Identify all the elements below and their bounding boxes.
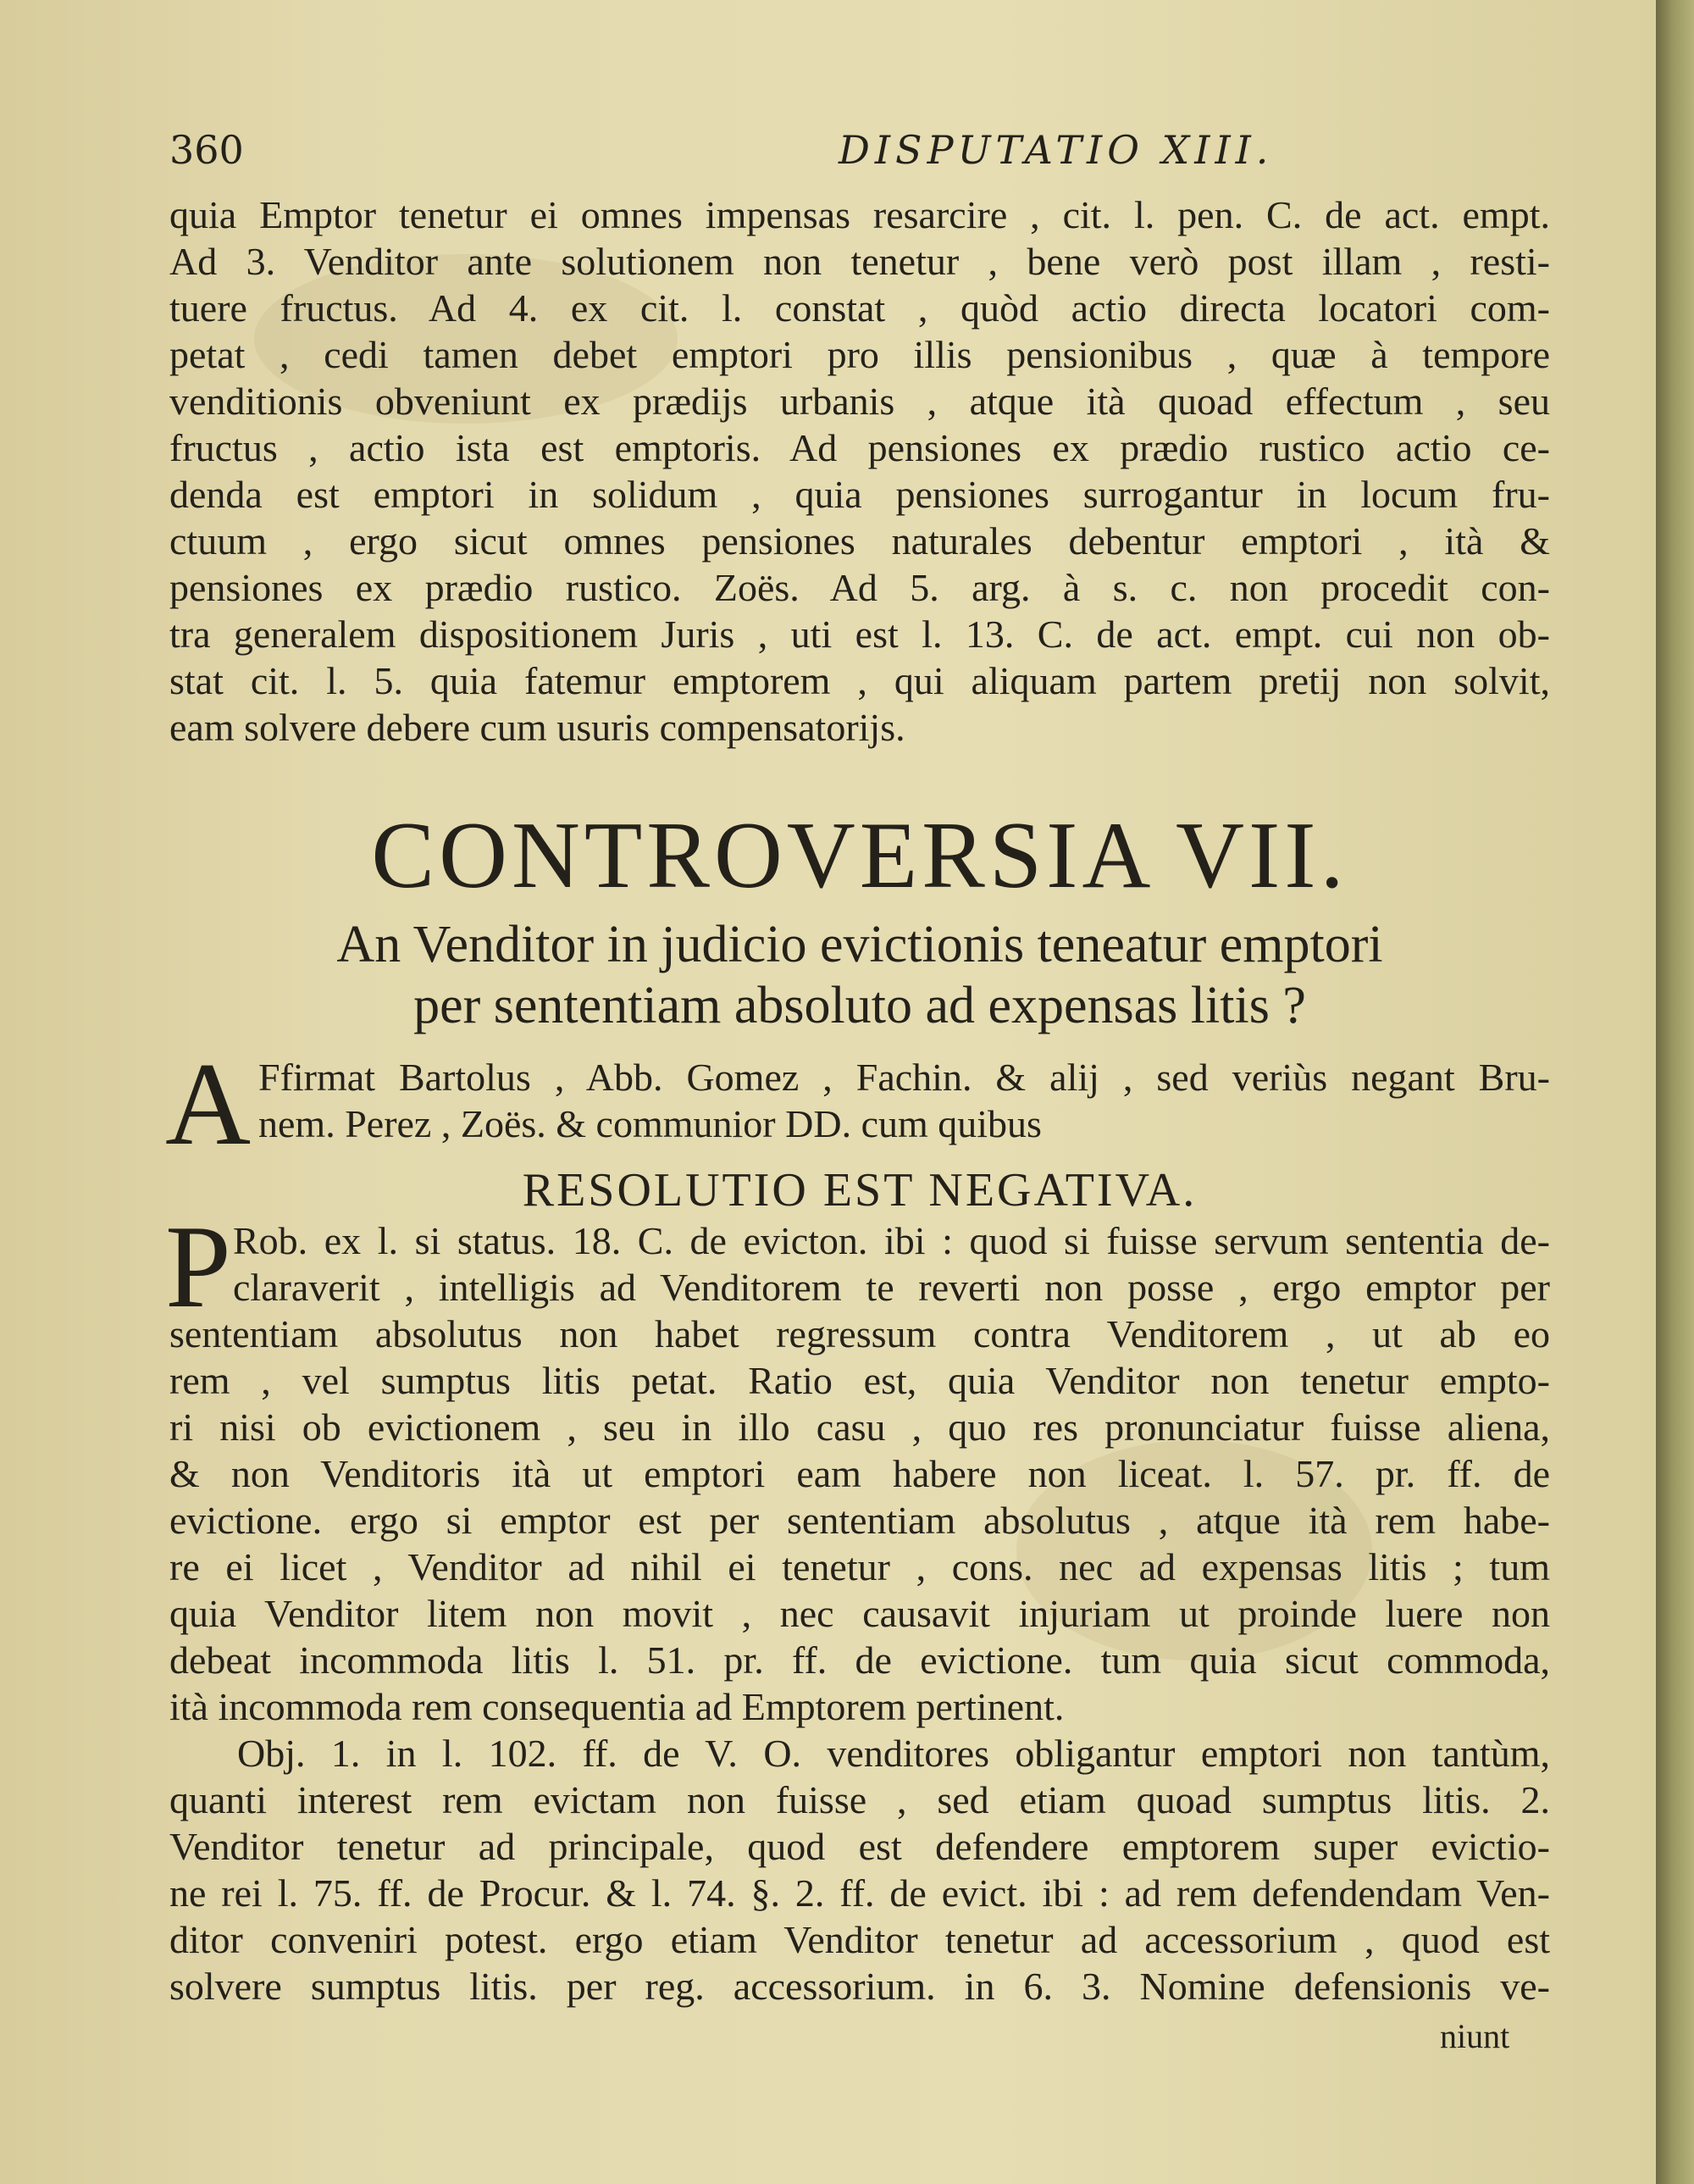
question-line-2: per sententiam absoluto ad expensas litis ? [413, 977, 1306, 1034]
text-line: Ad 3. Venditor ante solutionem non tenetur , bene verò post illam , resti- [169, 240, 1550, 283]
prob-paragraph-continued [169, 1311, 1550, 1730]
text-line: ri nisi ob evictionem , seu in illo casu , quo res pronunciatur fuisse aliena, [169, 1405, 1550, 1449]
text-line: debeat incommoda litis l. 51. pr. ff. de evictione. tum quia sicut commoda, [169, 1638, 1550, 1682]
text-line: quia Venditor litem non movit , nec causavit injuriam ut proinde luere non [169, 1592, 1550, 1635]
text-line: Venditor tenetur ad principale, quod est defendere emptorem super evictio- [169, 1825, 1550, 1868]
text-line: quanti interest rem evictam non fuisse , sed etiam quoad sumptus litis. 2. [169, 1778, 1550, 1821]
text-line: nem. Perez , Zoës. & communior DD. cum quibus [258, 1102, 1042, 1145]
text-line: petat , cedi tamen debet emptori pro illis pensionibus , quæ à tempore [169, 333, 1550, 376]
text-line: quia Emptor tenetur ei omnes impensas resarcire , cit. l. pen. C. de act. empt. [169, 193, 1550, 236]
drop-cap-p: P [165, 1201, 231, 1333]
text-line: rem , vel sumptus litis petat. Ratio est, quia Venditor non tenetur empto- [169, 1359, 1550, 1402]
text-line: solvere sumptus litis. per reg. accessorium. in 6. 3. Nomine defensionis ve- [169, 1965, 1550, 2008]
text-line: re ei licet , Venditor ad nihil ei tenetur , cons. nec ad expensas litis ; tum [169, 1545, 1550, 1588]
prob-paragraph [233, 1217, 1550, 1311]
text-line: ne rei l. 75. ff. de Procur. & l. 74. §. 2. ff. de evict. ibi : ad rem defendendam Ven- [169, 1871, 1550, 1915]
affirm-paragraph [258, 1054, 1550, 1147]
question-line-1: An Venditor in judicio evictionis teneatur emptori [336, 916, 1383, 973]
text-line: fructus , actio ista est emptoris. Ad pensiones ex prædio rustico actio ce- [169, 426, 1550, 469]
running-head [169, 127, 1550, 178]
text-line: venditionis obveniunt ex prædijs urbanis , atque ità quoad effectum , seu [169, 380, 1550, 423]
resolutio-heading: RESOLUTIO EST NEGATIVA. [522, 1164, 1198, 1217]
continued-paragraph [169, 191, 1550, 751]
text-line: claraverit , intelligis ad Venditorem te reverti non posse , ergo emptor per [233, 1266, 1550, 1309]
book-gutter [1656, 0, 1694, 2184]
text-line: evictione. ergo si emptor est per sententiam absolutus , atque ità rem habe- [169, 1499, 1550, 1542]
text-line: ctuum , ergo sicut omnes pensiones naturales debentur emptori , ità & [169, 519, 1550, 563]
catchword: niunt [1440, 2017, 1510, 2055]
text-line: eam solvere debere cum usuris compensatorijs. [169, 706, 905, 749]
text-line: ditor conveniri potest. ergo etiam Venditor tenetur ad accessorium , quod est [169, 1918, 1550, 1961]
running-title: DISPUTATIO XIII. [839, 127, 1274, 173]
text-line: tuere fructus. Ad 4. ex cit. l. constat , quòd actio directa locatori com- [169, 286, 1550, 330]
text-line: ità incommoda rem consequentia ad Emptorem pertinent. [169, 1685, 1065, 1728]
text-line: pensiones ex prædio rustico. Zoës. Ad 5. arg. à s. c. non procedit con- [169, 566, 1550, 609]
text-line: Rob. ex l. si status. 18. C. de evicton. ibi : quod si fuisse servum sententia de- [233, 1219, 1550, 1262]
text-line: Ffirmat Bartolus , Abb. Gomez , Fachin. & alij , sed veriùs negant Bru- [258, 1056, 1550, 1099]
objection-paragraph [169, 1730, 1550, 2009]
text-line: denda est emptori in solidum , quia pensiones surrogantur in locum fru- [169, 473, 1550, 516]
text-line: & non Venditoris ità ut emptori eam habere non liceat. l. 57. pr. ff. de [169, 1452, 1550, 1495]
text-line: Obj. 1. in l. 102. ff. de V. O. venditores obligantur emptori non tantùm, [237, 1732, 1550, 1775]
drop-cap-a: A [165, 1039, 252, 1170]
page-number: 360 [169, 127, 244, 173]
text-line: tra generalem dispositionem Juris , uti est l. 13. C. de act. empt. cui non ob- [169, 613, 1550, 656]
controversia-title: CONTROVERSIA VII. [371, 803, 1348, 908]
text-line: stat cit. l. 5. quia fatemur emptorem , qui aliquam partem pretij non solvit, [169, 659, 1550, 702]
text-line: sententiam absolutus non habet regressum contra Venditorem , ut ab eo [169, 1312, 1550, 1355]
